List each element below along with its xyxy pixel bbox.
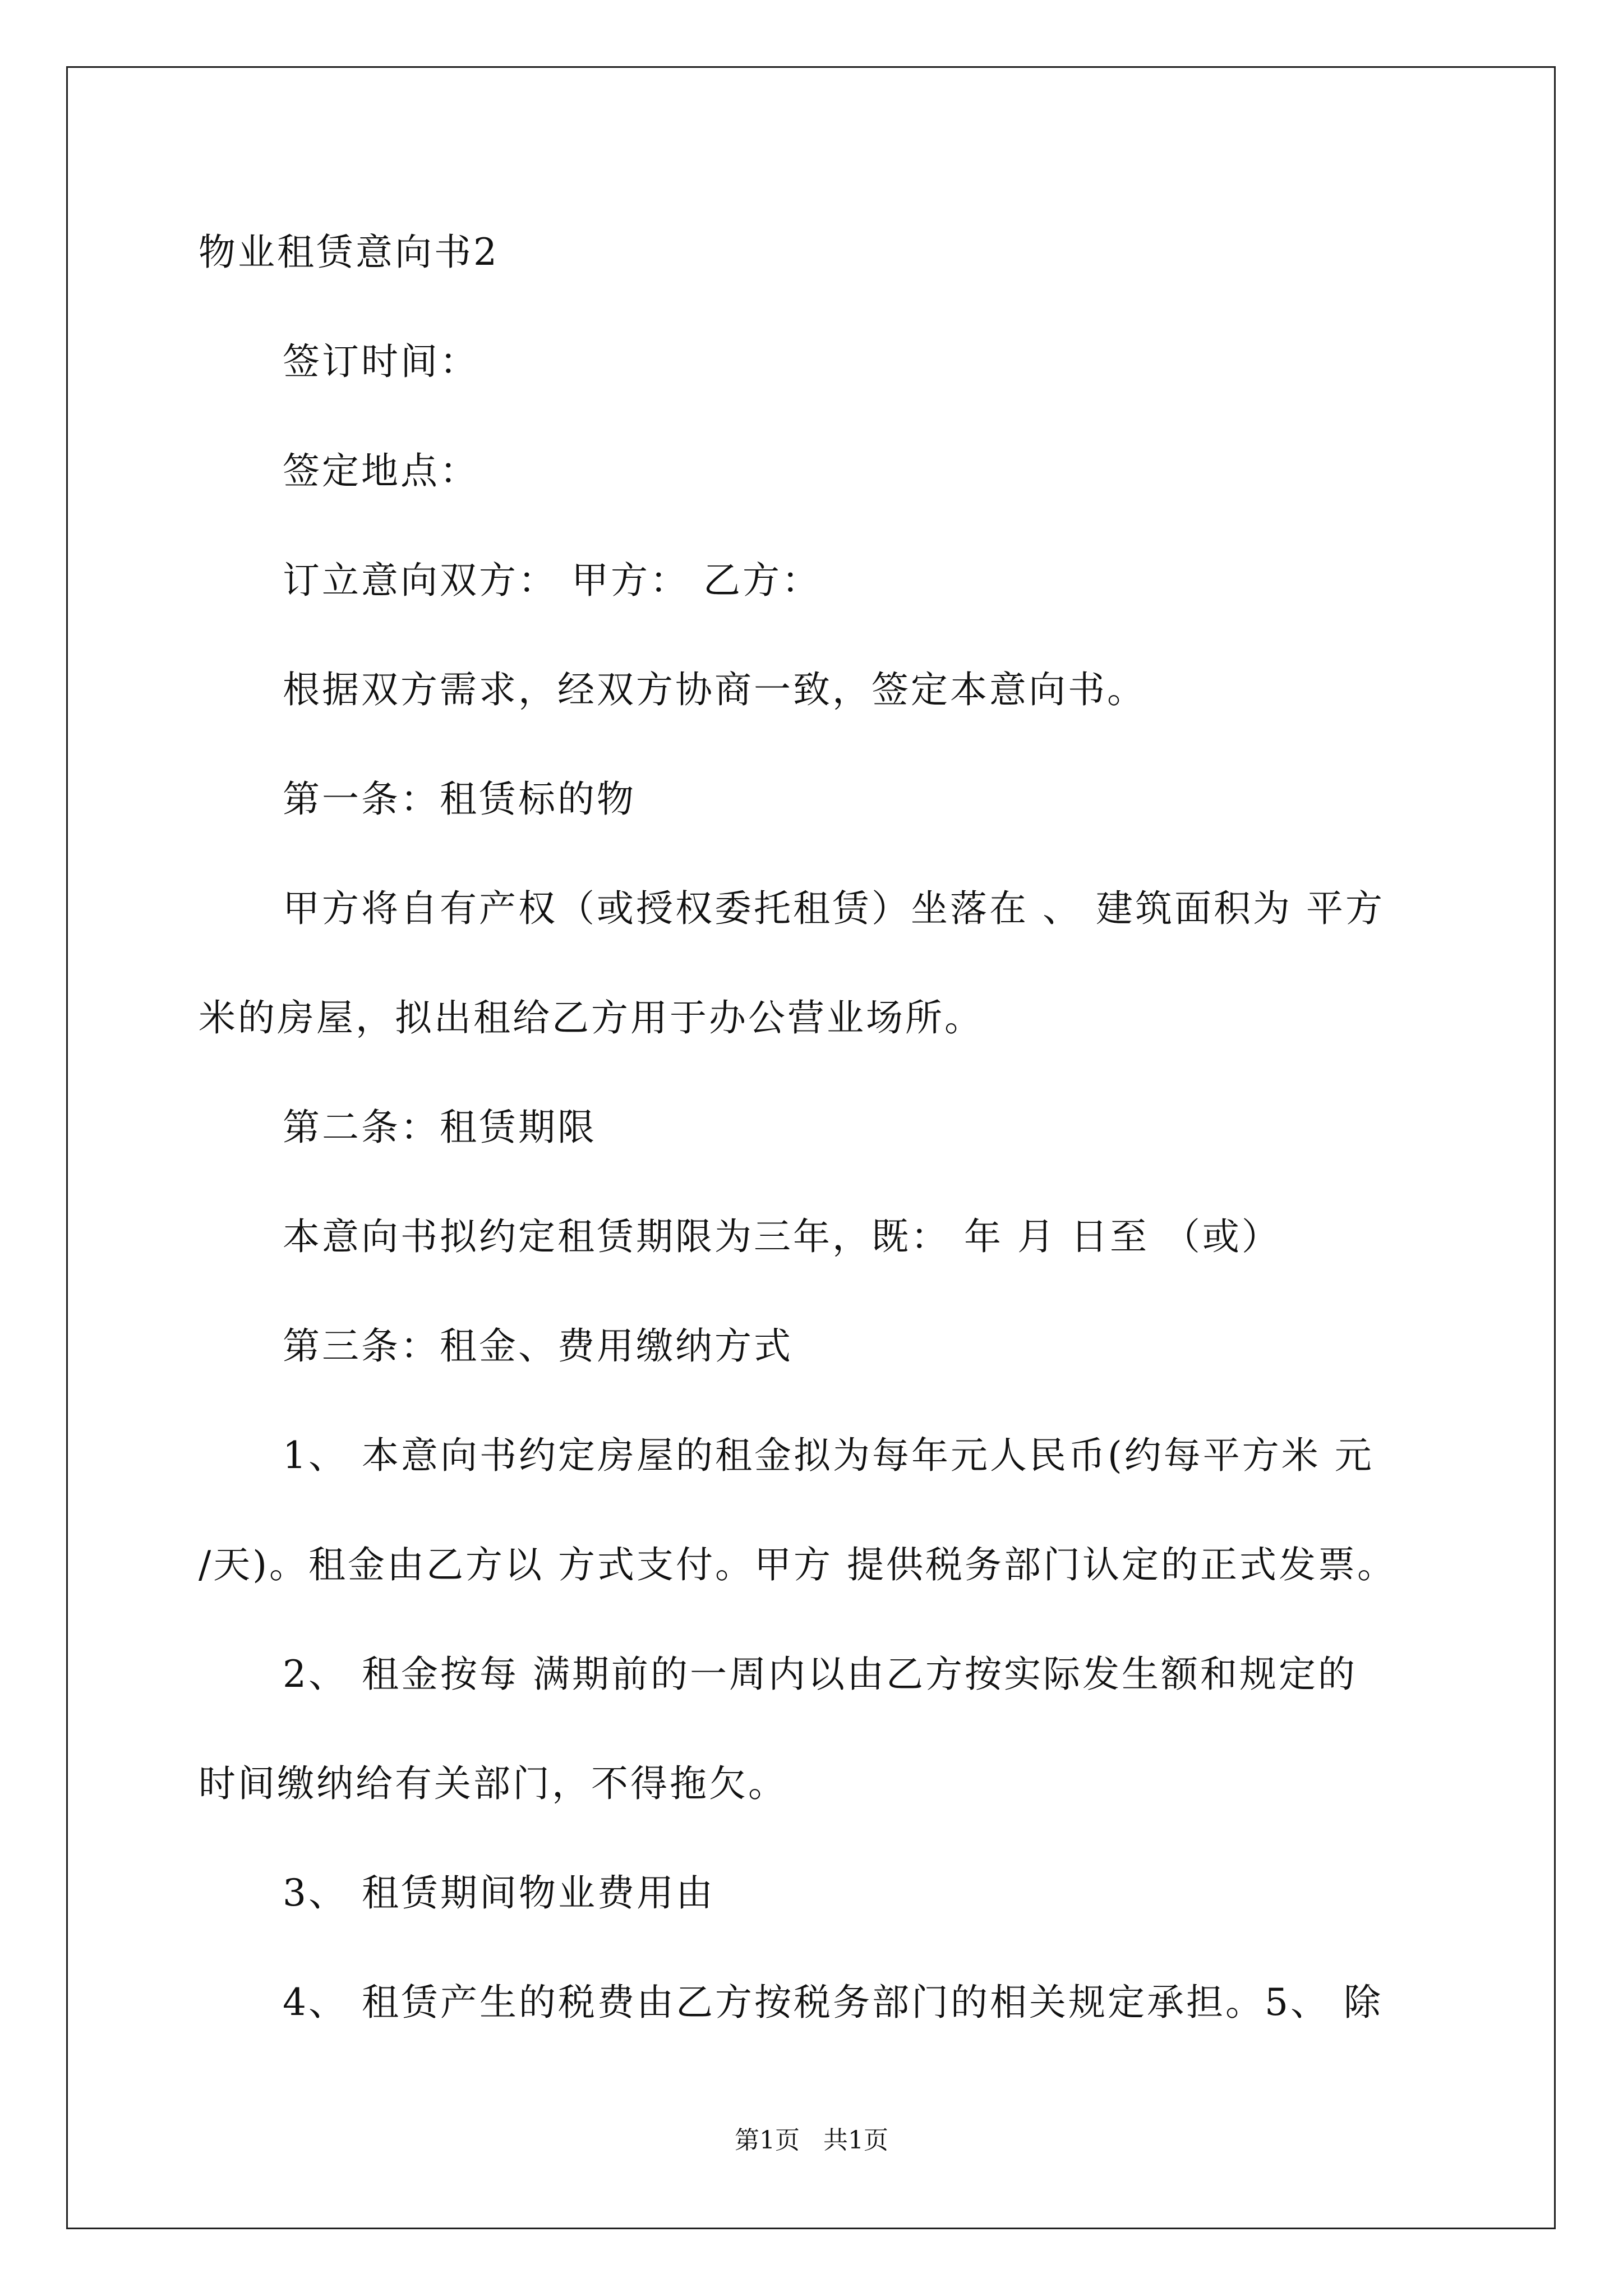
paragraph-item-1-line-1: 1、 本意向书约定房屋的租金拟为每年元人民币(约每平方米 元 — [283, 1434, 1374, 1477]
paragraph-article-2: 本意向书拟约定租赁期限为三年，既： 年 月 日至 （或） — [283, 1215, 1281, 1258]
paragraph-signing-time: 签订时间： — [283, 340, 479, 383]
paragraph-agreement-basis: 根据双方需求，经双方协商一致，签定本意向书。 — [283, 668, 1146, 711]
paragraph-item-4: 4、 租赁产生的税费由乙方按税务部门的相关规定承担。5、 除 — [283, 1981, 1383, 2024]
paragraph-article-1-line-1: 甲方将自有产权（或授权委托租赁）坐落在 、 建筑面积为 平方 — [283, 887, 1385, 930]
heading-article-1: 第一条：租赁标的物 — [283, 777, 636, 821]
document-title: 物业租赁意向书2 — [199, 231, 499, 274]
page-number-footer: 第1页 共1页 — [735, 2126, 888, 2155]
paragraph-article-1-line-2: 米的房屋，拟出租给乙方用于办公营业场所。 — [199, 996, 984, 1039]
paragraph-item-3: 3、 租赁期间物业费用由 — [283, 1871, 715, 1915]
paragraph-item-2-line-1: 2、 租金按每 满期前的一周内以由乙方按实际发生额和规定的 — [283, 1653, 1357, 1696]
paragraph-signing-place: 签定地点： — [283, 449, 479, 493]
paragraph-parties: 订立意向双方： 甲方： 乙方： — [283, 559, 821, 602]
heading-article-3: 第三条：租金、费用缴纳方式 — [283, 1324, 793, 1368]
paragraph-item-2-line-2: 时间缴纳给有关部门，不得拖欠。 — [199, 1762, 787, 1805]
heading-article-2: 第二条：租赁期限 — [283, 1106, 597, 1149]
paragraph-item-1-line-2: /天)。租金由乙方以 方式支付。甲方 提供税务部门认定的正式发票。 — [199, 1543, 1396, 1586]
